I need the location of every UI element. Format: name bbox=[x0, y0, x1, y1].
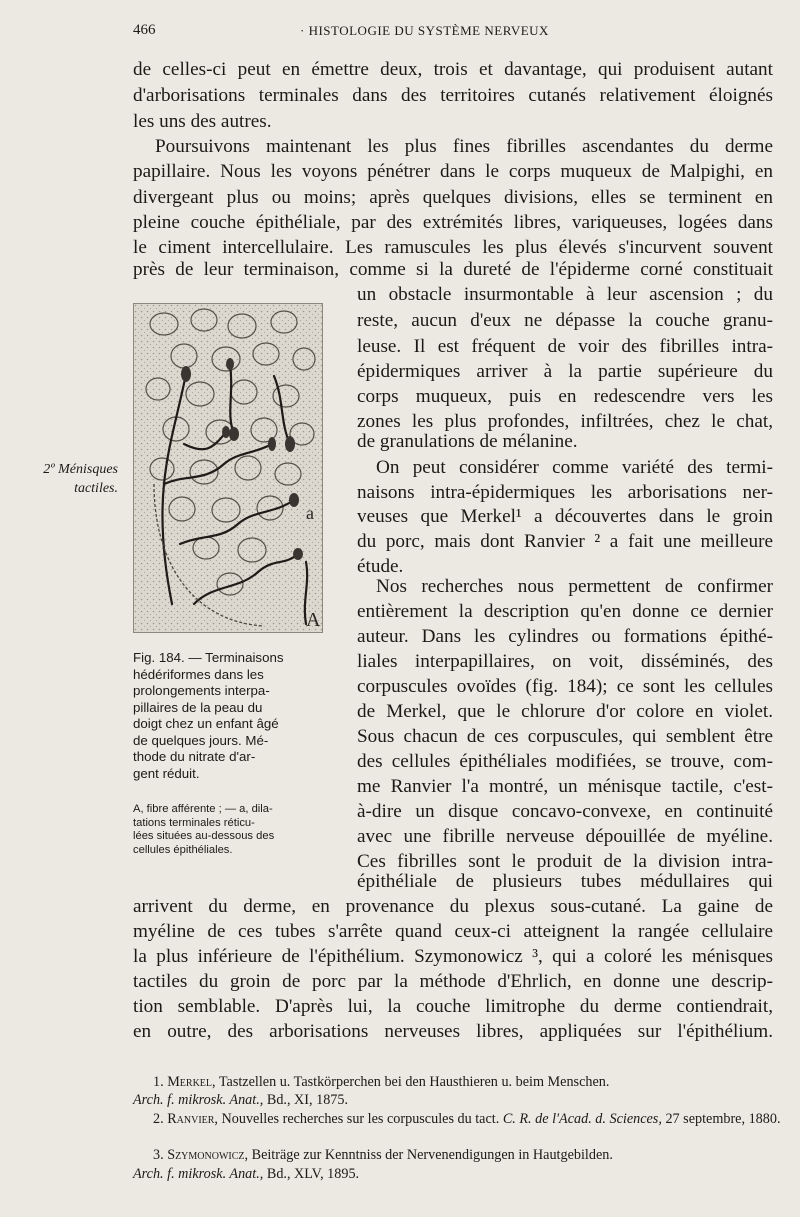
body-line: le ciment intercellulaire. Les ramuscules les plus élevés s'incurvent souvent bbox=[133, 237, 773, 258]
body-line: Sous chacun de ces corpuscules, qui semblent être bbox=[357, 726, 773, 747]
footnote-title: Beiträge zur Kenntniss der Nervenendigungen in Hautgebilden. bbox=[248, 1147, 613, 1164]
body-line: myéline de ces tubes s'arrête quand ceux-ci atteignent la rangée cellulaire bbox=[133, 921, 773, 942]
footnote-3-cont bbox=[133, 1165, 783, 1183]
body-line: leuse. Il est fréquent de voir des fibrilles intra- bbox=[357, 336, 773, 357]
body-line: pleine couche épithéliale, par des extrémités libres, variqueuses, logées dans bbox=[133, 212, 773, 233]
footnote-1-cont bbox=[133, 1091, 783, 1109]
figure-legend bbox=[133, 803, 325, 857]
legend-line: cellules épithéliales. bbox=[133, 843, 233, 856]
body-line: naisons intra-épidermiques les arborisations ner- bbox=[357, 482, 773, 503]
body-line: avec une fibrille nerveuse dépouillée de myéline. bbox=[357, 826, 773, 847]
body-line: de celles-ci peut en émettre deux, trois et davantage, qui produisent autant bbox=[133, 59, 773, 80]
body-line: Nos recherches nous permettent de confirmer bbox=[376, 576, 773, 597]
body-line: me Ranvier l'a montré, un ménisque tactile, c'est- bbox=[357, 776, 773, 797]
body-line: zones les plus profondes, infiltrées, chez le chat, bbox=[357, 411, 773, 432]
body-line: un obstacle insurmontable à leur ascension ; du bbox=[357, 284, 773, 305]
footnote-author: Szymonowicz, bbox=[167, 1147, 249, 1164]
body-line: arrivent du derme, en provenance du plexus sous-cutané. La gaine de bbox=[133, 896, 773, 917]
body-line: d'arborisations terminales dans des territoires cutanés relativement éloignés bbox=[133, 85, 773, 106]
body-line: à-dire un disque concavo-convexe, en continuité bbox=[357, 801, 773, 822]
page-number: 466 bbox=[133, 22, 156, 38]
running-title: · HISTOLOGIE DU SYSTÈME NERVEUX bbox=[300, 23, 549, 38]
body-line: tion semblable. D'après lui, la couche limitrophe du derme contiendrait, bbox=[133, 996, 773, 1017]
body-line: les uns des autres. bbox=[133, 111, 272, 132]
body-line: près de leur terminaison, comme si la dureté de l'épiderme corné constituait bbox=[133, 259, 773, 280]
footnote-2 bbox=[133, 1110, 783, 1128]
footnote-volume: Bd., XLV, 1895. bbox=[263, 1165, 360, 1182]
footnote-journal: C. R. de l'Acad. d. Sciences, bbox=[502, 1110, 662, 1127]
body-line: corpuscules ovoïdes (fig. 184); ce sont les cellules bbox=[357, 676, 773, 697]
body-line: épidermiques arriver à la partie supérieure du bbox=[357, 361, 773, 382]
legend-line: lées situées au-dessous des bbox=[133, 830, 275, 843]
caption-line: doigt chez un enfant âgé bbox=[133, 716, 279, 731]
body-line: des cellules épithéliales modifiées, se trouve, com- bbox=[357, 751, 773, 772]
footnote-number: 2. bbox=[153, 1110, 164, 1127]
margin-note-line: tactiles. bbox=[74, 481, 118, 496]
footnote-journal: Arch. f. mikrosk. Anat., bbox=[133, 1165, 264, 1182]
footnotes bbox=[133, 1073, 783, 1183]
figure-184-illustration bbox=[133, 303, 323, 633]
body-line: tactiles du groin de porc par la méthode d'Ehrlich, en donne une descrip- bbox=[133, 971, 773, 992]
caption-line: gent réduit. bbox=[133, 765, 200, 781]
figure-label-a: a bbox=[306, 503, 314, 523]
caption-line: Fig. 184. — Terminaisons bbox=[133, 650, 284, 665]
caption-line: thode du nitrate d'ar- bbox=[133, 749, 256, 764]
figure-184-drawing bbox=[134, 304, 322, 632]
footnote-author: Merkel, bbox=[167, 1074, 216, 1090]
body-line: Poursuivons maintenant les plus fines fibrilles ascendantes du derme bbox=[155, 136, 773, 157]
body-line: papillaire. Nous les voyons pénétrer dans le corps muqueux de Malpighi, en bbox=[133, 161, 773, 182]
caption-line: pillaires de la peau du bbox=[133, 699, 263, 715]
footnote-1 bbox=[133, 1073, 783, 1091]
margin-note-line: 2º Ménisques bbox=[43, 462, 118, 477]
footnote-3 bbox=[133, 1146, 783, 1164]
body-line: étude. bbox=[357, 556, 404, 577]
caption-line: prolongements interpa- bbox=[133, 683, 270, 698]
body-line: de Merkel, que le chlorure d'or colore en violet. bbox=[357, 701, 773, 722]
page-header bbox=[0, 20, 800, 44]
footnote-author: Ranvier, bbox=[167, 1110, 218, 1127]
body-line: Ces fibrilles sont le produit de la division intra- bbox=[357, 851, 773, 872]
legend-line: tations terminales réticu- bbox=[133, 816, 255, 829]
body-line: la plus inférieure de l'épithélium. Szymonowicz ³, qui a coloré les ménisques bbox=[133, 946, 773, 967]
footnote-volume: Bd., XI, 1875. bbox=[263, 1092, 349, 1109]
body-line: On peut considérer comme variété des termi- bbox=[376, 457, 773, 478]
body-line: du porc, mais dont Ranvier ² a fait une meilleure bbox=[357, 531, 773, 552]
caption-line: hédériformes dans les bbox=[133, 666, 264, 682]
footnote-number: 1. bbox=[153, 1074, 164, 1090]
legend-line: A, fibre afférente ; — a, dila- bbox=[133, 803, 273, 815]
body-line: veuses que Merkel¹ a découvertes dans le groin bbox=[357, 506, 773, 527]
body-line: en outre, des arborisations nerveuses libres, appliquées sur l'épithélium. bbox=[133, 1021, 773, 1042]
body-line: entièrement la description qu'en donne ce dernier bbox=[357, 601, 773, 622]
footnote-title: Tastzellen u. Tastkörperchen bei den Hausthieren u. beim Menschen. bbox=[215, 1074, 610, 1090]
body-line: corps muqueux, puis en redescendre vers les bbox=[357, 386, 773, 407]
body-line: liales interpapillaires, on voit, disséminés, des bbox=[357, 651, 773, 672]
body-line: auteur. Dans les cylindres ou formations épithé- bbox=[357, 626, 773, 647]
body-line: épithéliale de plusieurs tubes médullaires qui bbox=[357, 871, 773, 892]
body-line: de granulations de mélanine. bbox=[357, 431, 578, 452]
caption-line: de quelques jours. Mé- bbox=[133, 732, 269, 748]
figure-label-A: A bbox=[306, 609, 321, 631]
footnote-number: 3. bbox=[153, 1147, 164, 1164]
body-line: divergeant plus ou moins; après quelques divisions, elles se terminent en bbox=[133, 187, 773, 208]
footnote-title: Nouvelles recherches sur les corpuscules du tact. bbox=[217, 1110, 503, 1127]
body-line: reste, aucun d'eux ne dépasse la couche granu- bbox=[357, 310, 773, 331]
footnote-volume: 27 septembre, 1880. bbox=[661, 1110, 781, 1127]
figure-caption bbox=[133, 650, 325, 782]
footnote-journal: Arch. f. mikrosk. Anat., bbox=[133, 1092, 264, 1109]
margin-note bbox=[22, 460, 118, 498]
